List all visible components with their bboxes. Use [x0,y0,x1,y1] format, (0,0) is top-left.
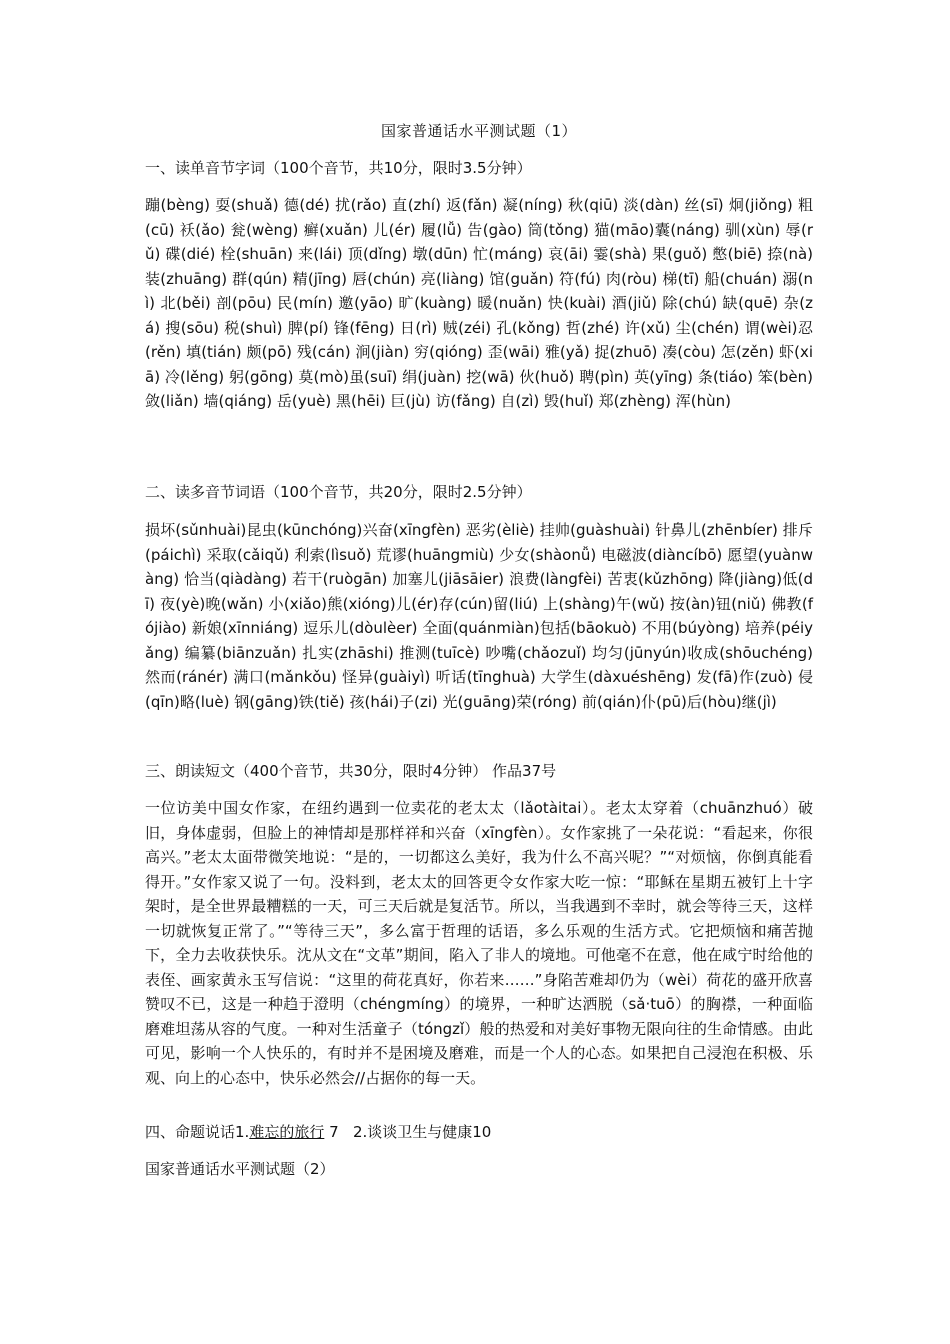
speech-topic-1: 难忘的旅行 [249,1123,325,1141]
section-3-text: 一位访美中国女作家，在纽约遇到一位卖花的老太太（lǎotàitai）。老太太穿着（chuānzhuó）破旧，身体虚弱，但脸上的神情却是那样祥和兴奋（xīngfèn）。女作家挑了一朵花说：“看起来，你很高兴。”老太太面带微笑地说：“是的，一切都这么美好，我为什么不高兴呢？”“对烦恼，你倒真能看得开。”女作家又说了一句。没料到，老太太的回答更令女作家大吃一惊：“耶稣在星期五被钉上十字架时，是全世界最糟糕的一天，可三天后就是复活节。所以，当我遇到不幸时，就会等待三天，这样一切就恢复正常了。”“等待三天”，多么富于哲理的话语，多么乐观的生活方式。它把烦恼和痛苦抛下，全力去收获快乐。沈从文在“文革”期间，陷入了非人的境地。可他毫不在意，他在咸宁时给他的表侄、画家黄永玉写信说：“这里的荷花真好，你若来……”身陷苦难却仍为（wèi）荷花的盛开欣喜赞叹不已，这是一种趋于澄明（chéngmíng）的境界，一种旷达洒脱（sǎ·tuō）的胸襟，一种面临磨难坦荡从容的气度。一种对生活童子（tóngzǐ）般的热爱和对美好事物无限向往的生命情感。由此可见，影响一个人快乐的，有时并不是困境及磨难，而是一个人的心态。如果把自己浸泡在积极、乐观、向上的心态中，快乐必然会//占据你的每一天。 [145,799,813,1087]
section-4-line [145,1120,813,1144]
section-1-heading: 一、读单音节字词（100个音节，共10分，限时3.5分钟） [145,159,532,177]
section-4-gap: 7 [324,1123,353,1141]
section-4-prefix: 四、命题说话1. [145,1123,250,1141]
section-2-text: 损坏(sǔnhuài)昆虫(kūnchóng)兴奋(xīngfèn) 恶劣(èliè) 挂帅(guàshuài) 针鼻儿(zhēnbíer) 排斥(páichì) 采取(cǎiqǔ) 利索(lìsuǒ) 荒谬(huāngmiù) 少女(shàonǚ) 电磁波(diàncíbō) 愿望(yuànwàng) 恰当(qiàdàng) 若干(ruògān) 加塞儿(jiāsāier) 浪费(làngfèi) 苦衷(kǔzhōng) 降(jiàng)低(dī) 夜(yè)晚(wǎn) 小(xiǎo)熊(xióng)儿(ér)存(cún)留(liú) 上(shàng)午(wǔ) 按(àn)钮(niǔ) 佛教(fójiào) 新娘(xīnniáng) 逗乐儿(dòulèer) 全面(quánmiàn)包括(bāokuò) 不用(búyòng) 培养(péiyǎng) 编纂(biānzuǎn) 扎实(zhāshi) 推测(tuīcè) 吵嘴(chǎozuǐ) 均匀(jūnyún)收成(shōuchéng) 然而(ránér) 满口(mǎnkǒu) 怪异(guàiyì) 听话(tīnghuà) 大学生(dàxuéshēng) 发(fā)作(zuò) 侵(qīn)略(luè) 钢(gāng)铁(tiě) 孩(hái)子(zi) 光(guāng)荣(róng) 前(qián)仆(pū)后(hòu)继(jì) [145,521,813,711]
page-title: 国家普通话水平测试题（1） [380,122,578,140]
section-3-heading: 三、朗读短文（400个音节，共30分，限时4分钟） 作品37号 [145,762,557,780]
section-1-text: 蹦(bèng) 耍(shuǎ) 德(dé) 扰(rǎo) 直(zhí) 返(fǎn) 凝(níng) 秋(qiū) 淡(dàn) 丝(sī) 炯(jiǒng) 粗(cū) 袄(ǎo) 瓮(wèng) 癣(xuǎn) 儿(ér) 履(lǚ) 告(gào) 筒(tǒng) 猫(māo)囊(náng) 驯(xùn) 辱(rǔ) 碟(dié) 栓(shuān) 来(lái) 顶(dǐng) 墩(dūn) 忙(máng) 哀(āi) 霎(shà) 果(guǒ) 憋(biē) 捺(nà) 装(zhuāng) 群(qún) 精(jīng) 唇(chún) 亮(liàng) 馆(guǎn) 符(fú) 肉(ròu) 梯(tī) 船(chuán) 溺(nì) 北(běi) 剖(pōu) 民(mín) 邀(yāo) 旷(kuàng) 暖(nuǎn) 快(kuài) 酒(jiǔ) 除(chú) 缺(quē) 杂(zá) 搜(sōu) 税(shuì) 脾(pí) 锋(fēng) 日(rì) 贼(zéi) 孔(kǒng) 哲(zhé) 许(xǔ) 尘(chén) 谓(wèi)忍(rěn) 填(tián) 颇(pō) 残(cán) 涧(jiàn) 穷(qióng) 歪(wāi) 雅(yǎ) 捉(zhuō) 凑(còu) 怎(zěn) 虾(xiā) 冷(lěng) 躬(gōng) 莫(mò)虽(suī) 绢(juàn) 挖(wā) 伙(huǒ) 聘(pìn) 英(yīng) 条(tiáo) 笨(bèn) 敛(liǎn) 墙(qiáng) 岳(yuè) 黑(hēi) 巨(jù) 访(fǎng) 自(zì) 毁(huǐ) 郑(zhèng) 浑(hùn) [145,196,813,410]
speech-topic-2: 2.谈谈卫生与健康10 [352,1123,492,1141]
section-2-heading: 二、读多音节词语（100个音节，共20分，限时2.5分钟） [145,483,532,501]
next-test-title: 国家普通话水平测试题（2） [145,1160,335,1178]
